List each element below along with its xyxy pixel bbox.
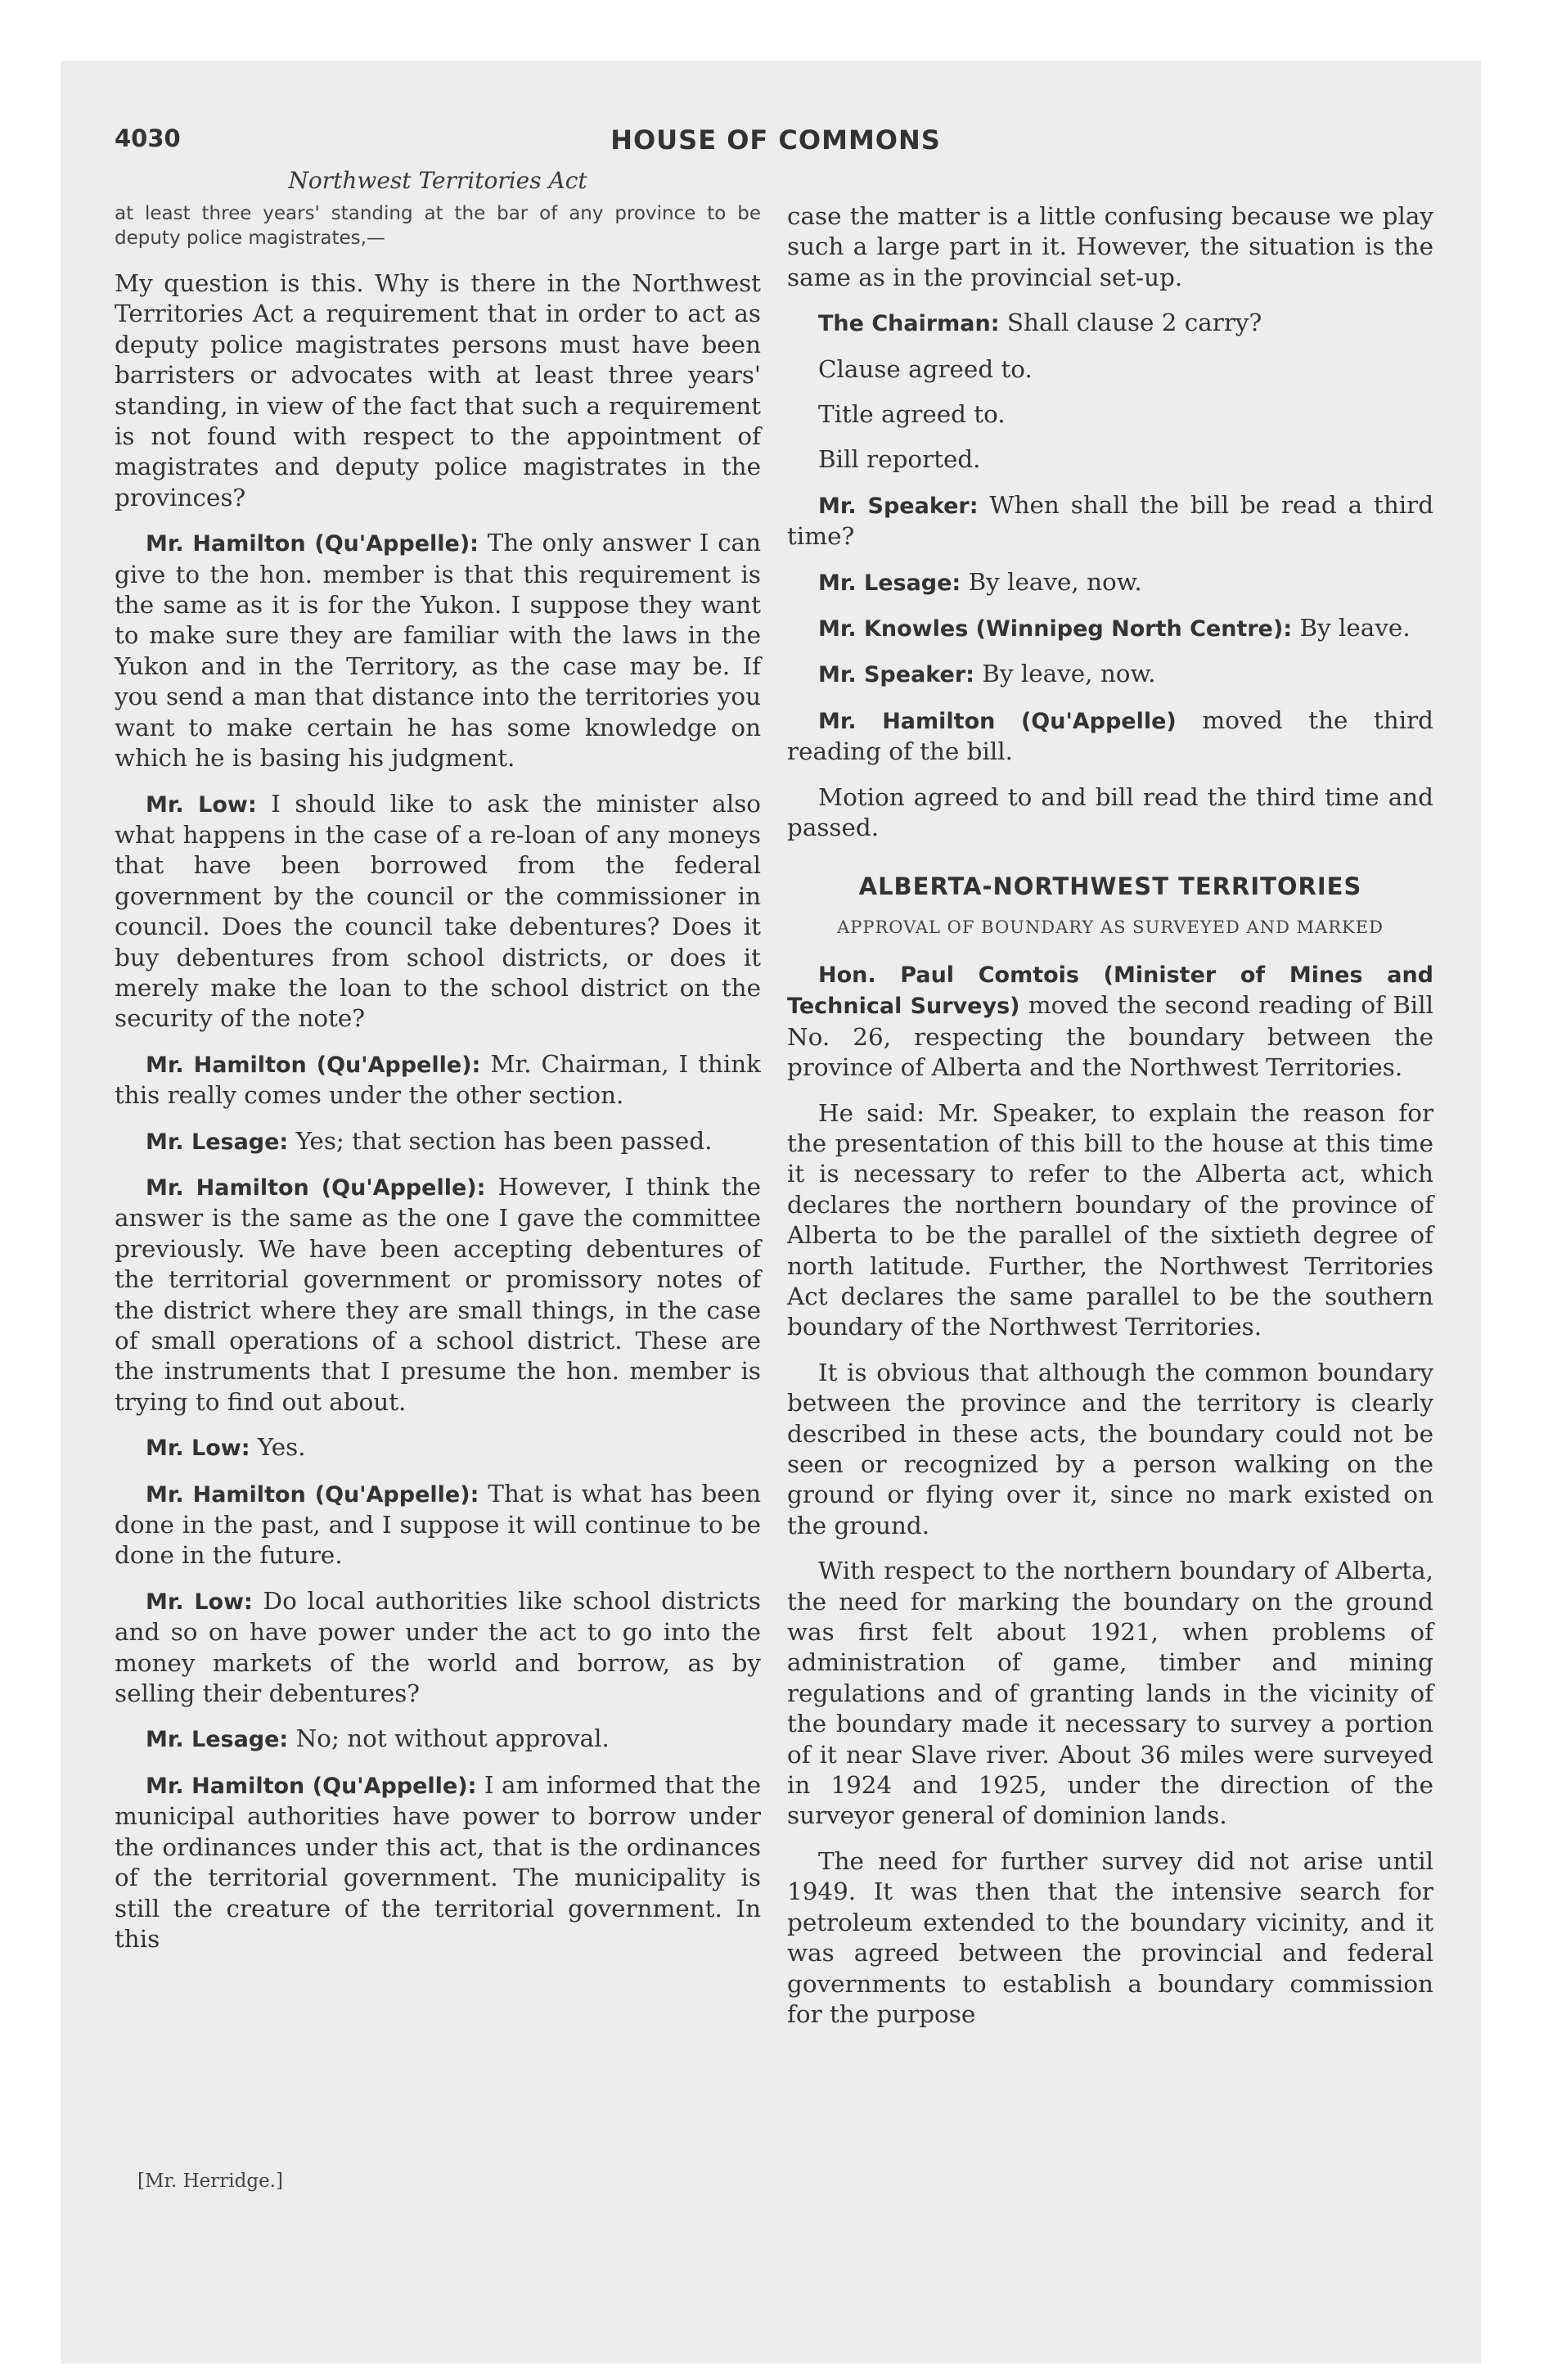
speaker-name: Mr. Hamilton (Qu'Appelle): — [146, 1773, 477, 1799]
speech-paragraph — [115, 528, 761, 773]
speech-text: Mr. Chairman, I think this really comes under the other section. — [115, 1049, 761, 1110]
act-title: Northwest Territories Act — [288, 167, 587, 194]
speech-paragraph — [115, 1770, 761, 1954]
speaker-name: Mr. Hamilton (Qu'Appelle) — [818, 708, 1177, 734]
page-header — [115, 124, 1437, 162]
paragraph: He said: Mr. Speaker, to explain the reason for the presentation of this bill to the house at this time it is necessary to refer to the Alberta act, which declares the northern boundary of the province of Alberta to be the parallel of the sixtieth degree of north latitude. Further, the Northwest Territories Act declares the same parallel to be the southern boundary of the Northwest Territories. — [787, 1098, 1433, 1341]
speech-text: Shall clause 2 carry? — [1006, 309, 1262, 337]
speech-text: I am informed that the municipal authorities have power to borrow under the ordinances under this act, that is the ordinances of the territorial government. The municipality is still the creature of the territorial government. In this — [115, 1770, 761, 1953]
speech-paragraph — [115, 1126, 761, 1157]
speech-text: Yes. — [257, 1433, 306, 1462]
paragraph: case the matter is a little confusing because we play such a large part in it. However, the situation is the same as in the provincial set-up. — [787, 202, 1433, 291]
speech-paragraph — [115, 789, 761, 1034]
speech-paragraph — [787, 567, 1433, 598]
speech-paragraph — [115, 1479, 761, 1571]
speech-text: By leave. — [1299, 614, 1411, 642]
speech-paragraph — [787, 959, 1433, 1084]
speech-paragraph — [787, 613, 1433, 644]
paragraph: With respect to the northern boundary of Alberta, the need for marking the boundary on the ground was first felt about 1921, when problems of administration of game, timber and mining regulations and of granting lands in the vicinity of the boundary made it necessary to survey a portion of it near Slave river. About 36 miles were surveyed in 1924 and 1925, under the direction of the surveyor general of dominion lands. — [787, 1557, 1433, 1830]
running-head: HOUSE OF COMMONS — [610, 124, 941, 156]
speaker-name: Mr. Low: — [146, 791, 257, 818]
speaker-name: Mr. Low: — [146, 1436, 250, 1462]
speech-paragraph — [115, 1172, 761, 1418]
speech-text: However, I think the answer is the same as the one I gave the committee previously. We have been accepting debentures of the territorial government or promissory notes of the district where they are small things, in the case of small operations of a school district. These are the instruments that I presume the hon. member is trying to find out about. — [115, 1172, 761, 1416]
paragraph: Title agreed to. — [818, 400, 1006, 429]
speaker-name: Mr. Speaker: — [818, 493, 979, 519]
speech-text: By leave, now. — [968, 567, 1142, 596]
speech-paragraph — [787, 705, 1433, 768]
speech-text: That is what has been done in the past, and I suppose it will continue to be done in the future. — [115, 1479, 762, 1570]
speech-text: By leave, now. — [982, 660, 1156, 688]
speaker-name: Mr. Hamilton (Qu'Appelle): — [146, 1174, 486, 1201]
speech-paragraph — [115, 1724, 761, 1755]
speaker-name: Hon. Paul Comtois (Minister of Mines and Technical Surveys) — [787, 962, 1433, 1020]
speech-paragraph — [787, 659, 1433, 690]
speaker-name: Mr. Speaker: — [818, 662, 974, 688]
speaker-name: Mr. Low: — [146, 1589, 253, 1615]
speech-text: Do local authorities like school districts and so on have power under the act to go into the money markets of the world and borrow, as by selling their debentures? — [115, 1586, 761, 1708]
speech-paragraph — [115, 1432, 761, 1463]
section-title: ALBERTA-NORTHWEST TERRITORIES — [858, 872, 1362, 900]
speech-text: No; not without approval. — [295, 1724, 610, 1753]
speech-text: The only answer I can give to the hon. member is that this requirement is the same as it is for the Yukon. I suppose they want to make sure they are familiar with the laws in the Yukon and in the Territory, as the case may be. If you send a man that distance into the territories you want to make certain he has some knowledge on which he is basing his judgment. — [115, 529, 762, 773]
speech-paragraph — [787, 490, 1433, 552]
paragraph: My question is this. Why is there in the Northwest Territories Act a requirement that in order to act as deputy police magistrates persons must have been barristers or advocates with at least three years' standing, in view of the fact that such a requirement is not found with respect to the appointment of magistrates and deputy police magistrates in the provinces? — [115, 269, 761, 512]
speaker-name: The Chairman: — [818, 311, 1000, 337]
speech-text: When shall the bill be read a third time? — [787, 490, 1434, 551]
section-subtitle: APPROVAL OF BOUNDARY AS SURVEYED AND MARKED — [837, 917, 1384, 937]
speech-text: Yes; that section has been passed. — [295, 1126, 713, 1155]
footer-note: [Mr. Herridge.] — [137, 2170, 283, 2192]
speaker-name: Mr. Lesage: — [818, 570, 961, 596]
speech-text: I should like to ask the minister also what happens in the case of a re-loan of any moneys that have been borrowed from the federal government by the council or the commissioner in council. Does the council take debentures? Does it buy debentures from school districts, or does it merely make the loan to the school district on the security of the note? — [115, 789, 762, 1033]
speaker-name: Mr. Hamilton (Qu'Appelle): — [146, 1052, 481, 1078]
paragraph: Motion agreed to and bill read the third time and passed. — [787, 782, 1433, 842]
speech-text: moved the third reading of the bill. — [787, 705, 1433, 766]
speech-paragraph — [787, 308, 1433, 339]
quoted-text: at least three years' standing at the bar of any province to be deputy police magistrates,— — [115, 203, 761, 249]
left-column — [115, 201, 761, 1969]
paragraph: Clause agreed to. — [818, 354, 1033, 383]
speaker-name: Mr. Lesage: — [146, 1727, 289, 1753]
speaker-name: Mr. Hamilton (Qu'Appelle): — [146, 531, 479, 557]
speaker-name: Mr. Hamilton (Qu'Appelle): — [146, 1481, 479, 1508]
speaker-name: Mr. Lesage: — [146, 1129, 289, 1155]
paragraph: It is obvious that although the common boundary between the province and the territory is clearly described in these acts, the boundary could not be seen or recognized by a person walking on the ground or flying over it, since no mark existed on the ground. — [787, 1358, 1433, 1539]
speech-paragraph — [115, 1049, 761, 1111]
page-number: 4030 — [115, 124, 181, 152]
paragraph: The need for further survey did not arise until 1949. It was then that the intensive search for petroleum extended to the boundary vicinity, and it was agreed between the provincial and federal governments to establish a boundary commission for the purpose — [787, 1846, 1433, 2028]
speaker-name: Mr. Knowles (Winnipeg North Centre): — [818, 616, 1293, 642]
paragraph: Bill reported. — [818, 445, 981, 474]
right-column — [787, 201, 1433, 2044]
speech-text: moved the second reading of Bill No. 26, respecting the boundary between the province of Alberta and the Northwest Territories. — [787, 991, 1433, 1082]
speech-paragraph — [115, 1586, 761, 1710]
